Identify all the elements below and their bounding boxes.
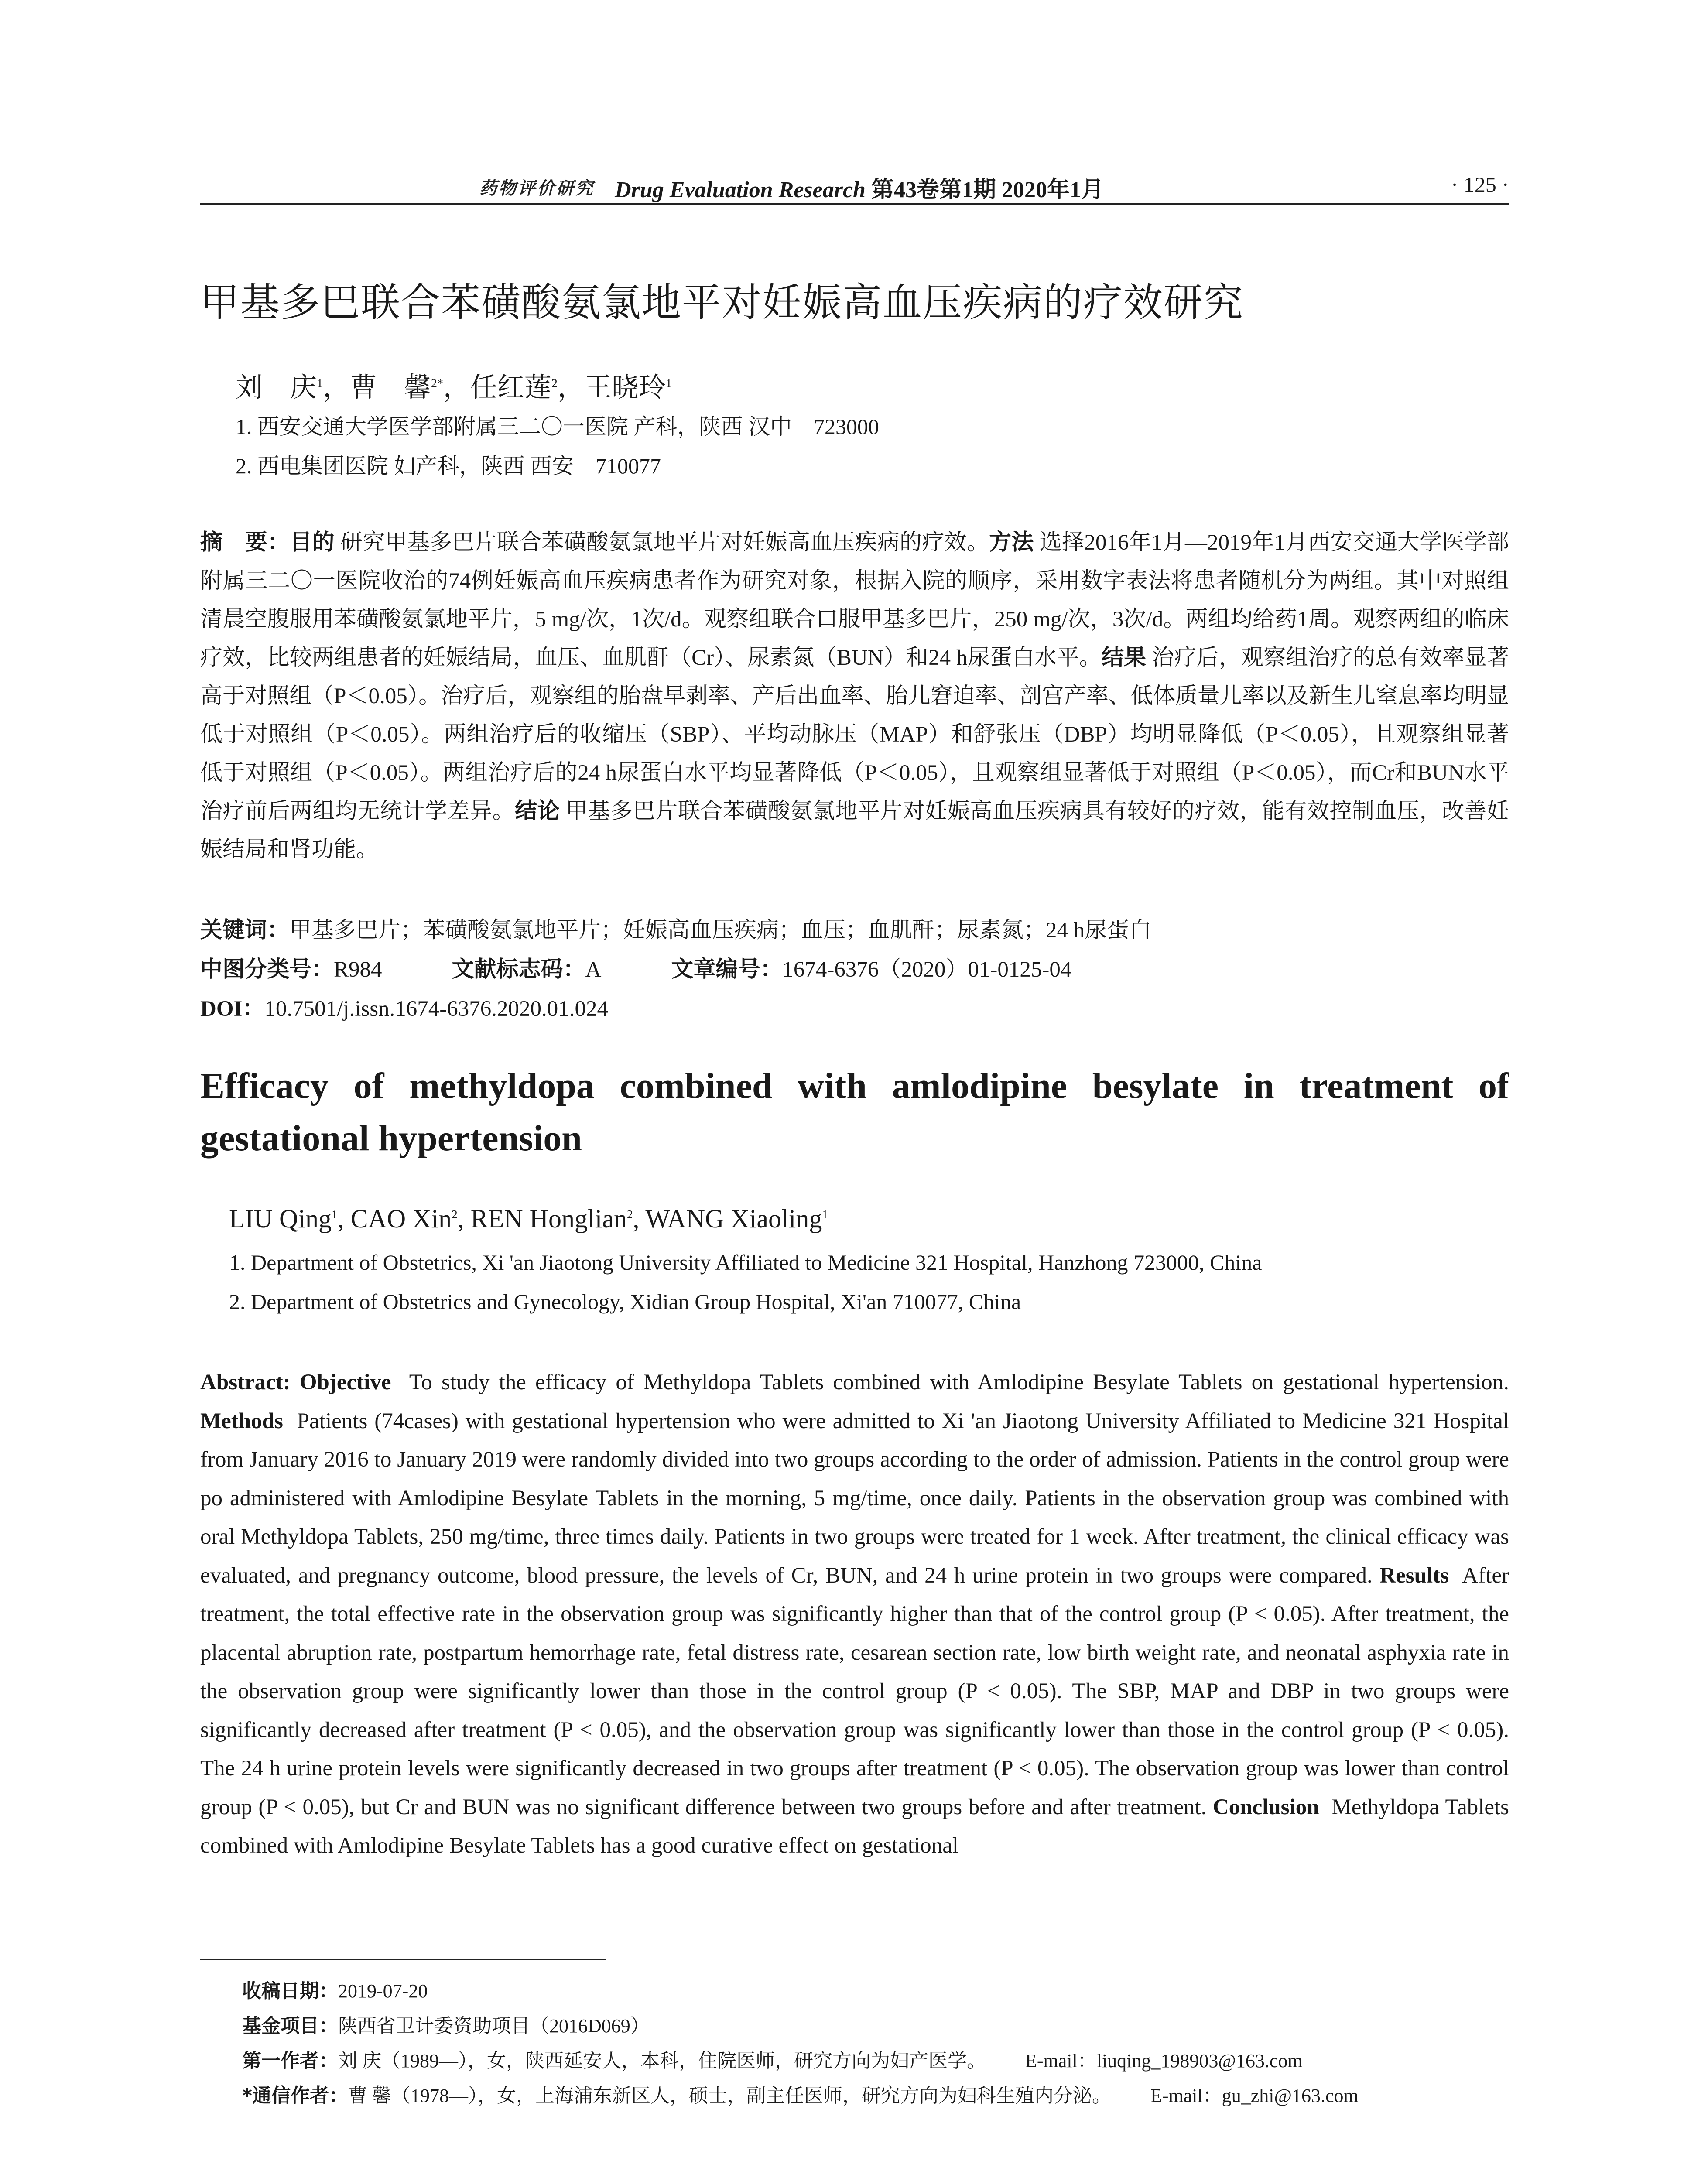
keywords-label: 关键词：: [200, 917, 290, 943]
cn-objective-text: 研究甲基多巴片联合苯磺酸氨氯地平片对妊娠高血压疾病的疗效。: [340, 530, 989, 555]
corresponding-label: *通信作者：: [242, 2085, 349, 2107]
en-abstract-label: Abstract:: [200, 1370, 291, 1395]
doc-code-label: 文献标志码：: [452, 957, 585, 982]
en-objective-text: To study the efficacy of Methyldopa Tablets combined with Amlodipine Besylate Tablets on gestational hypertension.: [409, 1370, 1509, 1395]
footnote-received: [242, 1975, 428, 2003]
page-number: · 125 ·: [1451, 172, 1509, 197]
fund-label: 基金项目：: [242, 2015, 338, 2037]
footnote-rule: [200, 1959, 606, 1960]
author-affil-mark: 2: [626, 1208, 633, 1221]
doi: [200, 990, 608, 1022]
author-name: LIU Qing: [229, 1204, 332, 1233]
author-name: 王晓玲: [584, 373, 666, 403]
doc-code-value: A: [585, 957, 602, 982]
journal-logo: 药物评价研究: [479, 178, 595, 198]
cn-results-text: 治疗后，观察组治疗的总有效率显著高于对照组（P＜0.05）。治疗后，观察组的胎盘早剥率、产后出血率、胎儿窘迫率、剖宫产率、低体质量儿率以及新生儿窒息率均明显低于对照组（P＜0.05）。两组治疗后的收缩压（SBP）、平均动脉压（MAP）和舒张压（DBP）均明显降低（P＜0.05），且观察组显著低于对照组（P＜0.05）。两组治疗后的24 h尿蛋白水平均显著降低（P＜0.05），且观察组显著低于对照组（P＜0.05），而Cr和BUN水平治疗前后两组均无统计学差异。: [200, 646, 1509, 824]
author-affil-mark: 1: [331, 1208, 338, 1221]
author-separator: ，: [322, 373, 350, 403]
en-title: Efficacy of methyldopa combined with amlodipine besylate in treatment of gestational hypertension: [200, 1066, 1509, 1159]
corresponding-email: E-mail：gu_zhi@163.com: [1150, 2085, 1359, 2106]
en-objective-label: Objective: [299, 1370, 391, 1395]
classification-info: [200, 951, 1071, 983]
en-abstract: [200, 1363, 1509, 1865]
cn-abstract-label: 摘 要：: [200, 530, 290, 555]
footnote-corresponding-author: [242, 2080, 1359, 2108]
cn-authors: [236, 366, 672, 404]
first-author-label: 第一作者：: [242, 2050, 338, 2072]
first-author-text: 刘 庆（1989—），女，陕西延安人，本科，住院医师，研究方向为妇产医学。: [338, 2050, 986, 2072]
en-conclusion-label: Conclusion: [1212, 1795, 1319, 1819]
doi-label: DOI：: [200, 997, 265, 1021]
running-header: [200, 171, 1509, 202]
cn-keywords: [200, 912, 1151, 944]
cn-conclusion-text: 甲基多巴片联合苯磺酸氨氯地平片对妊娠高血压疾病具有较好的疗效，能有效控制血压，改善妊娠结局和肾功能。: [200, 799, 1509, 862]
journal-name-en: Drug Evaluation Research: [615, 178, 866, 202]
en-conclusion-text: Methyldopa Tablets combined with Amlodipine Besylate Tablets has a good curative effect on gestational: [200, 1795, 1509, 1858]
en-authors: [229, 1204, 828, 1234]
en-affiliation: 2. Department of Obstetrics and Gynecology, Xidian Group Hospital, Xi'an 710077, China: [229, 1289, 1021, 1314]
author-name: REN Honglian: [470, 1204, 627, 1233]
cn-abstract: [200, 523, 1509, 869]
journal-line: [615, 171, 1104, 204]
fund-text: 陕西省卫计委资助项目（2016D069）: [338, 2015, 650, 2037]
clc-label: 中图分类号：: [200, 957, 334, 982]
issue-info: 第43卷第1期 2020年1月: [871, 178, 1104, 202]
author-name: 任红莲: [470, 373, 551, 403]
article-no-value: 1674-6376（2020）01-0125-04: [782, 957, 1072, 982]
author-affil-mark: 2*: [431, 376, 443, 390]
first-author-email: E-mail：liuqing_198903@163.com: [1025, 2050, 1303, 2072]
cn-title: 甲基多巴联合苯磺酸氨氯地平对妊娠高血压疾病的疗效研究: [200, 280, 1244, 325]
cn-methods-label: 方法: [989, 530, 1034, 555]
en-methods-text: Patients (74cases) with gestational hypertension who were admitted to Xi 'an Jiaotong University Affiliated to Medicine 321 Hospital from January 2016 to January 2019 were randomly divided into two groups according to the order of admission. Patients in the control group were po administered with Amlodipine Besylate Tablets in the morning, 5 mg/time, once daily. Patients in the observation group was combined with oral Methyldopa Tablets, 250 mg/time, three times daily. Patients in two groups were treated for 1 week. After treatment, the clinical efficacy was evaluated, and pregnancy outcome, blood pressure, the levels of Cr, BUN, and 24 h urine protein in two groups were compared.: [200, 1408, 1509, 1588]
corresponding-text: 曹 馨（1978—），女，上海浦东新区人，硕士，副主任医师，研究方向为妇科生殖内分泌。: [348, 2085, 1112, 2106]
en-methods-label: Methods: [200, 1408, 283, 1433]
received-label: 收稿日期：: [242, 1980, 338, 2002]
footnote-first-author: [242, 2045, 1303, 2073]
author-affil-mark: 2: [452, 1208, 458, 1221]
footnote-fund: [242, 2010, 650, 2038]
en-results-label: Results: [1379, 1563, 1449, 1588]
clc-value: R984: [334, 957, 382, 982]
cn-affiliation: 1. 西安交通大学医学部附属三二〇一医院 产科，陕西 汉中 723000: [236, 414, 879, 439]
author-name: CAO Xin: [350, 1204, 452, 1233]
author-separator: ,: [457, 1204, 471, 1233]
author-name: WANG Xiaoling: [645, 1204, 822, 1233]
author-separator: ,: [633, 1204, 646, 1233]
en-affiliation: 1. Department of Obstetrics, Xi 'an Jiaotong University Affiliated to Medicine 321 Hospital, Hanzhong 723000, China: [229, 1250, 1262, 1275]
received-date: 2019-07-20: [338, 1980, 428, 2002]
author-separator: ，: [557, 373, 585, 403]
author-name: 曹 馨: [349, 373, 431, 403]
header-rule: [200, 203, 1509, 205]
cn-results-label: 结果: [1101, 645, 1147, 670]
cn-methods-text: 选择2016年1月—2019年1月西安交通大学医学部附属三二〇一医院收治的74例妊娠高血压疾病患者作为研究对象，根据入院的顺序，采用数字表法将患者随机分为两组。其中对照组清晨空腹服用苯磺酸氨氯地平片，5 mg/次，1次/d。观察组联合口服甲基多巴片，250 mg/次，3次/d。两组均给药1周。观察两组的临床疗效，比较两组患者的妊娠结局，血压、血肌酐（Cr）、尿素氮（BUN）和24 h尿蛋白水平。: [200, 530, 1509, 670]
doi-value: 10.7501/j.issn.1674-6376.2020.01.024: [264, 997, 609, 1021]
en-results-text: After treatment, the total effective rate in the observation group was significantly higher than that of the control group (P < 0.05). After treatment, the placental abruption rate, postpartum hemorrhage rate, fetal distress rate, cesarean section rate, low birth weight rate, and neonatal asphyxia rate in the observation group were significantly lower than those in the control group (P < 0.05). The SBP, MAP and DBP in two groups were significantly decreased after treatment (P < 0.05), and the observation group was significantly lower than those in the control group (P < 0.05). The 24 h urine protein levels were significantly decreased in two groups after treatment (P < 0.05). The observation group was lower than control group (P < 0.05), but Cr and BUN was no significant difference between two groups before and after treatment.: [200, 1563, 1509, 1819]
author-separator: ,: [337, 1204, 351, 1233]
author-affil-mark: 1: [665, 376, 672, 390]
article-no-label: 文章编号：: [671, 957, 783, 982]
cn-objective-label: 目的: [290, 530, 335, 555]
cn-conclusion-label: 结论: [515, 798, 560, 824]
author-affil-mark: 2: [551, 376, 558, 390]
author-separator: ，: [443, 373, 470, 403]
author-affil-mark: 1: [317, 376, 323, 390]
author-affil-mark: 1: [822, 1208, 828, 1221]
cn-affiliation: 2. 西电集团医院 妇产科，陕西 西安 710077: [236, 454, 661, 478]
keywords-text: 甲基多巴片；苯磺酸氨氯地平片；妊娠高血压疾病；血压；血肌酐；尿素氮；24 h尿蛋白: [289, 918, 1152, 943]
author-name: 刘 庆: [236, 373, 317, 403]
